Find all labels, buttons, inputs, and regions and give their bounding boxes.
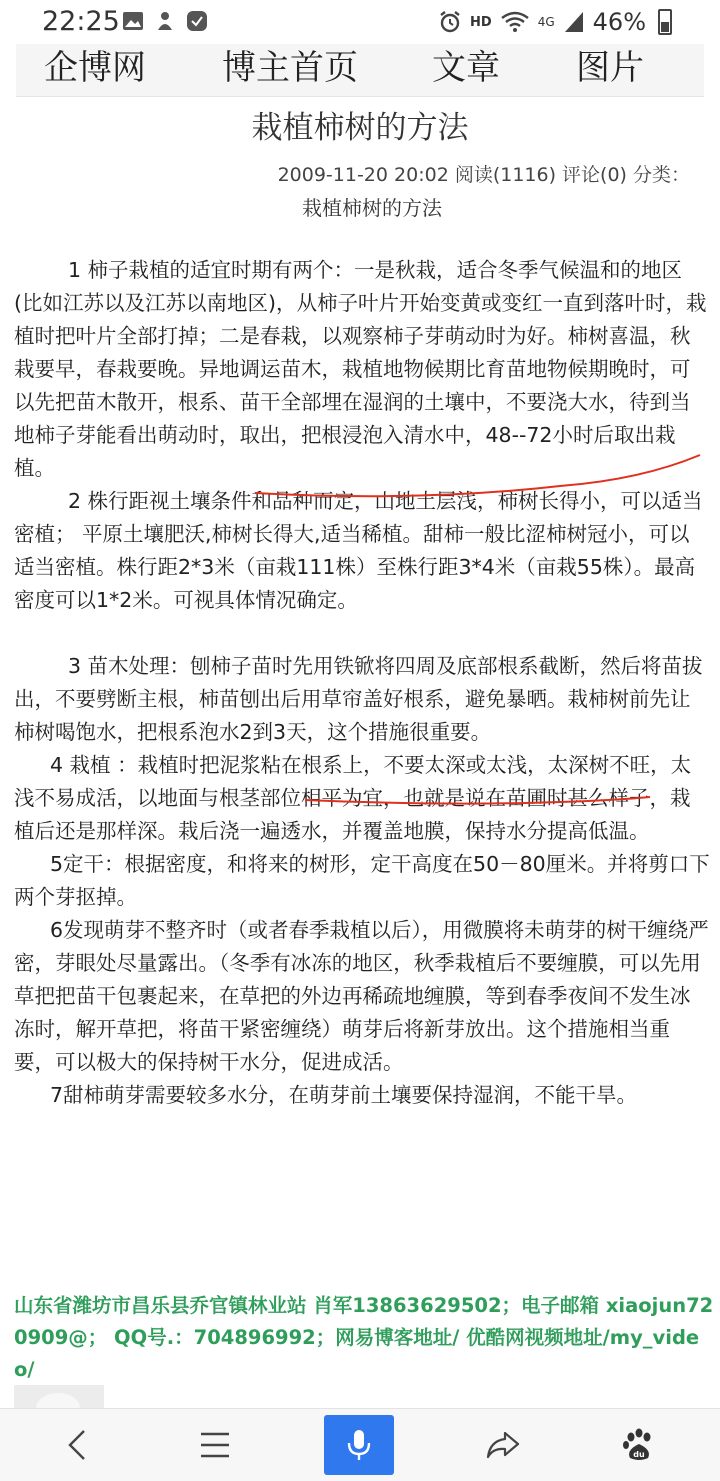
bottom-toolbar xyxy=(0,1408,720,1481)
hd-label: HD xyxy=(470,14,492,30)
article-title: 栽植柿树的方法 xyxy=(251,110,469,146)
mic-icon xyxy=(346,1428,372,1462)
app-icon xyxy=(154,10,176,32)
paragraph-1: 1 柿子栽植的适宜时期有两个：一是秋栽，适合冬季气候温和的地区(比如江苏以及江苏以南地区)，从柿子叶片开始变黄或变红一直到落叶时，栽植时把叶片全部打掉；二是春栽，以观察柿子芽萌动时为好。柿树喜温，秋栽要早，春栽要晚。异地调运苗木，栽植地物候期比育苗地物候期晚时，可以先把苗木散开，根系、苗干全部埋在湿润的土壤中，不要浇大水，待到当地柿子芽能看出萌动时，取出，把根浸泡入清水中，48--72小时后取出栽植。 xyxy=(14,258,707,480)
nav-item-home[interactable]: 企博网 xyxy=(44,48,146,88)
paragraph-6: 6发现萌芽不整齐时（或者春季栽植以后），用微膜将未萌芽的树干缠绕严密，芽眼处尽量露出。（冬季有冰冻的地区，秋季栽植后不要缠膜，可以先用草把把苗干包裹起来，在草把的外边再稀疏地缠膜，等到春季夜间不发生冰冻时，解开草把，将苗干紧密缠绕）萌芽后将新芽放出。这个措施相当重要，可以极大的保持树干水分，促进成活。 xyxy=(14,918,709,1074)
status-bar xyxy=(0,0,720,44)
article-meta: 2009-11-20 20:02 阅读(1116) 评论(0) 分类： xyxy=(277,164,690,186)
wifi-icon xyxy=(500,10,530,34)
back-icon xyxy=(62,1428,92,1462)
status-right xyxy=(438,8,672,36)
article-category[interactable]: 栽植柿树的方法 xyxy=(302,196,442,220)
alarm-icon xyxy=(438,10,462,34)
baidu-button[interactable] xyxy=(604,1415,674,1475)
svg-text:du: du xyxy=(633,1450,645,1459)
battery-icon xyxy=(658,9,672,35)
share-icon xyxy=(485,1430,521,1460)
article-body xyxy=(14,254,710,1112)
paragraph-5: 5定干：根据密度，和将来的树形，定干高度在50－80厘米。并将剪口下两个芽抠掉。 xyxy=(14,852,710,909)
share-button[interactable] xyxy=(468,1415,538,1475)
signal-icon xyxy=(563,10,585,34)
battery-percent: 46% xyxy=(592,8,646,36)
author-signature[interactable]: 山东省潍坊市昌乐县乔官镇林业站 肖军13863629502；电子邮箱 xiaojun720909@； QQ号.：704896992；网易博客地址/ 优酷网视频地址/my_video/ xyxy=(14,1294,714,1381)
paragraph-2: 2 株行距视土壤条件和品种而定，山地土层浅，柿树长得小，可以适当密植； 平原土壤肥沃,柿树长得大,适当稀植。甜柿一般比涩柿树冠小，可以适当密植。株行距2*3米（亩栽111株）至株行距3*4米（亩栽55株）。最高密度可以1*2米。可视具体情况确定。 xyxy=(14,489,703,612)
nav-item-articles[interactable]: 文章 xyxy=(432,48,500,88)
check-badge-icon xyxy=(186,10,208,32)
paragraph-7: 7甜柿萌芽需要较多水分，在萌芽前土壤要保持湿润，不能干旱。 xyxy=(50,1083,638,1107)
menu-icon xyxy=(199,1430,231,1460)
nav-item-blogger[interactable]: 博主首页 xyxy=(222,48,358,88)
baidu-paw-icon xyxy=(622,1428,656,1462)
paragraph-3: 3 苗木处理：刨柿子苗时先用铁锨将四周及底部根系截断，然后将苗拔出，不要劈断主根，柿苗刨出后用草帘盖好根系，避免暴晒。栽柿树前先让柿树喝饱水，把根系泡水2到3天，这个措施很重要。 xyxy=(14,654,703,744)
nav-item-photos[interactable]: 图片 xyxy=(576,48,644,88)
gallery-icon xyxy=(122,10,144,32)
network-label: 4G xyxy=(537,15,555,29)
back-button[interactable] xyxy=(42,1415,112,1475)
paragraph-4: 4 栽植 ：栽植时把泥浆粘在根系上，不要太深或太浅，太深树不旺，太浅不易成活，以地面与根茎部位相平为宜，也就是说在苗圃时甚么样子，栽植后还是那样深。栽后浇一遍透水，并覆盖地膜，保持水分提高低温。 xyxy=(14,753,692,843)
voice-button[interactable] xyxy=(324,1415,394,1475)
menu-button[interactable] xyxy=(180,1415,250,1475)
image-thumbnail[interactable] xyxy=(14,1385,104,1410)
notification-icons xyxy=(122,10,208,32)
status-time: 22:25 xyxy=(42,6,120,37)
site-nav xyxy=(16,44,704,97)
